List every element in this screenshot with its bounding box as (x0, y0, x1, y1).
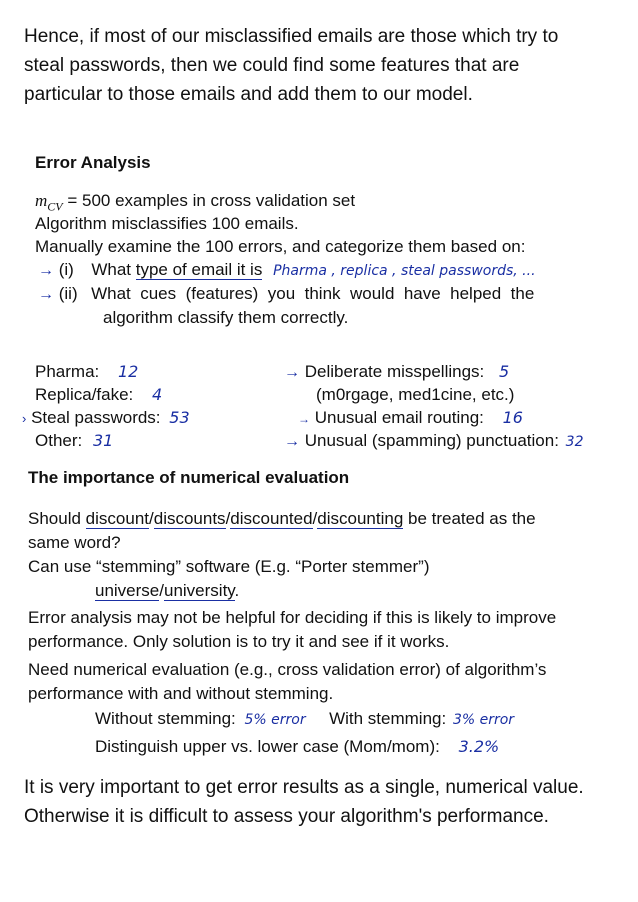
word-discounting: discounting (317, 509, 404, 528)
mcv-symbol: m (35, 191, 48, 210)
with-stemming-value: 3% error (452, 712, 515, 728)
feature-routing (298, 406, 523, 431)
mcv-subscript: CV (47, 199, 63, 214)
feature-misspellings (284, 360, 509, 384)
case-label: Distinguish upper vs. lower case (Mom/mom): (95, 737, 440, 756)
category-replica (35, 383, 162, 406)
misclassify-line: Algorithm misclassifies 100 emails. (35, 214, 299, 233)
feature-label: Deliberate misspellings: (304, 362, 485, 381)
feature-punctuation (284, 429, 583, 454)
arrow-right-icon: → (284, 433, 300, 450)
arrow-right-icon: → (38, 262, 54, 279)
error-analysis-title: Error Analysis (35, 153, 151, 172)
slash: / (159, 581, 164, 600)
category-label: Replica/fake: (35, 385, 134, 404)
period: . (234, 581, 240, 600)
slash: / (149, 509, 154, 528)
item-i-text-c: of email it is (167, 260, 263, 279)
category-pharma (35, 360, 138, 383)
intro-line-3: particular to those emails and add them to our model. (24, 84, 473, 105)
category-other (35, 429, 113, 452)
arrow-right-icon: → (38, 286, 54, 303)
without-stemming-label: Without stemming: (95, 709, 236, 728)
category-count: 31 (92, 431, 114, 450)
universe-line (95, 579, 239, 602)
word-universe: universe (95, 581, 160, 600)
feature-count: 5 (499, 362, 510, 381)
chevron-right-icon: › (22, 411, 27, 426)
need-line-1: Need numerical evaluation (e.g., cross validation error) of algorithm’s (28, 660, 547, 679)
feature-misspellings-examples: (m0rgage, med1cine, etc.) (316, 385, 515, 404)
examine-line: Manually examine the 100 errors, and categorize them based on: (35, 237, 526, 256)
intro-line-2: steal passwords, then we could find some features that are (24, 55, 520, 76)
mcv-equals: = (62, 191, 82, 210)
without-stemming-value: 5% error (244, 712, 306, 728)
stemming-results (95, 707, 514, 732)
need-line-2: performance with and without stemming. (28, 684, 334, 703)
question-text-end: be treated as the (403, 509, 536, 528)
word-university: university (164, 581, 235, 600)
feature-count: 32 (565, 434, 584, 450)
question-line (28, 507, 536, 530)
item-ii-text-2: algorithm classify them correctly. (103, 308, 349, 327)
outro-line-2: Otherwise it is difficult to assess your algorithm's performance. (24, 806, 549, 827)
category-count: 53 (169, 408, 190, 427)
arrow-right-icon: → (298, 412, 310, 426)
outro-line-1: It is very important to get error results as a single, numerical value. (24, 777, 584, 798)
feature-label: Unusual email routing: (314, 408, 484, 427)
question-line-2: same word? (28, 533, 121, 552)
case-line (95, 735, 499, 758)
category-label: Other: (35, 431, 83, 450)
question-text: Should (28, 509, 86, 528)
case-value: 3.2% (458, 737, 500, 756)
mcv-text: 500 examples in cross validation set (82, 191, 356, 210)
category-label: Steal passwords: (31, 408, 161, 427)
item-i-type: type (135, 260, 168, 279)
numerical-title: The importance of numerical evaluation (28, 468, 350, 487)
word-discounted: discounted (230, 509, 313, 528)
category-steal (22, 406, 190, 430)
category-label: Pharma: (35, 362, 100, 381)
with-stemming-label: With stemming: (329, 709, 447, 728)
word-discount: discount (85, 509, 149, 528)
item-i-note: Pharma , replica , steal passwords, ... (273, 263, 536, 279)
item-i-number: (i) (58, 260, 74, 279)
slash: / (225, 509, 231, 528)
word-discounts: discounts (153, 509, 226, 528)
error-analysis-line-2: performance. Only solution is to try it and see if it works. (28, 632, 450, 651)
item-ii-number: (ii) (58, 284, 78, 303)
slash: / (312, 509, 318, 528)
arrow-right-icon: → (284, 364, 300, 381)
feature-label: Unusual (spamming) punctuation: (304, 431, 559, 450)
error-analysis-line-1: Error analysis may not be helpful for deciding if this is likely to improve (28, 608, 557, 627)
item-ii (38, 282, 534, 306)
item-i-text-a: What (91, 260, 136, 279)
category-count: 4 (152, 385, 163, 404)
stemming-line: Can use “stemming” software (E.g. “Porter stemmer”) (28, 557, 430, 576)
intro-line-1: Hence, if most of our misclassified emails are those which try to (24, 26, 559, 47)
item-ii-text-1: What cues (features) you think would have helped the (91, 284, 535, 303)
feature-count: 16 (502, 408, 523, 427)
item-i (38, 258, 536, 283)
category-count: 12 (117, 362, 139, 381)
